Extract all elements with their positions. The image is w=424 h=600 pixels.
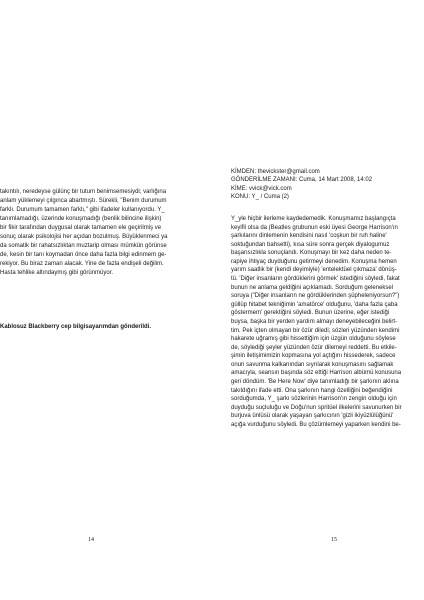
- text-line: soruya ("Diğer insanların ne gördüklerinden şüpheleniyorsun?"): [231, 293, 400, 300]
- text-line: buysa, başka bir yerden yardım almayı deneyebileceğini belirt-: [231, 318, 398, 325]
- text-line: da somatik bir rahatsızlıktan muztarip olması mümkün görünse: [0, 243, 167, 250]
- text-line: geri döndüm. 'Be Here Now' diye tanımladığı bir şarkının aklına: [231, 378, 399, 385]
- text-line: soktuğundan bahsetti), kısa süre sonra gerçek diyalogumuz: [231, 241, 390, 248]
- text-line: onun savunma kalkanından sıyrılarak konuşmasını sağlamak: [231, 361, 394, 368]
- text-line: şarkılarını dinlemenin kendisini nasıl 'coşkun bir ruh haline': [231, 233, 387, 240]
- right-page-paragraph: [231, 215, 418, 429]
- left-page-paragraph: [0, 188, 200, 278]
- email-signoff: Kablosuz Blackberry cep bilgisayarımdan gönderildi.: [0, 324, 152, 330]
- text-line: başarısızlıkla sonuçlandı. Konuşmayı bir kez daha neden te-: [231, 250, 392, 257]
- text-line: yarım saatlik bir (kendi deyimiyle) 'entelektüel çıkmaza' dönüş-: [231, 267, 397, 274]
- email-from: KİMDEN: thevickster@gmail.com: [231, 169, 320, 175]
- text-line: Y_yle hiçbir ilerleme kaydedemedik. Konuşmamız başlangıçta: [231, 216, 396, 222]
- text-line: şimin iletişimimizin kopmasına yol açtığını hissederek, sadece: [231, 353, 396, 360]
- text-line: tim. Pek içten olmayan bir özür diledi; sözleri yüzünden kendimi: [231, 327, 400, 334]
- text-line: rapiye ihtiyaç duyduğunu getirmeyi denedim. Konuşma hemen: [231, 258, 397, 265]
- text-line: bunun ne anlama geldiğini açıklamadı. Sorduğum geleneksel: [231, 284, 394, 291]
- text-line: duyduğu suçluluğu ve Doğu'nun spritüel ilkelerini savunurken bir: [231, 404, 402, 411]
- text-line: farklı. Durumum tamamen farklı," gibi ifadeler kullanıyordu. Y_: [0, 207, 165, 214]
- text-line: de, söylediği şeyler yüzünden özür dilemeyi reddetti. Bu etkile-: [231, 344, 397, 351]
- text-line: tanımlamadığı, üzerinde konuşmadığı (benlik bilincine ilişkin): [0, 216, 162, 223]
- text-line: açığa vurduğunu söyledi. Bu çözümlemeyi yaparken kendini be-: [231, 421, 401, 428]
- text-line: sonuç olarak psikolojisi her açıdan bozulmuş. Büyüklenmeci ya: [0, 234, 168, 241]
- email-subject: KONU: Y_ / Cuma (2): [231, 194, 289, 201]
- page-number: 14: [88, 537, 94, 543]
- text-line: tü. 'Diğer insanların gördüklerini görmek' istediğini söyledi, fakat: [231, 276, 400, 283]
- email-sent-time: GÖNDERİLME ZAMANI: Cuma, 14 Mart 2008, 14:02: [231, 177, 373, 184]
- text-line: göstermem' gerektiğini söyledi. Bunun üzerine, eğer istediği: [231, 310, 390, 317]
- text-line: burjuva ünlüsü olarak yaşayan şarkıcının 'gizli ikiyüzlülüğünü': [231, 413, 394, 420]
- text-line: güllüp hitabet tekniğimin 'amatörce' olduğunu, 'daha fazla çaba: [231, 301, 398, 308]
- text-line: Hasta tehlike altındaymış gibi görünmüyor.: [0, 270, 114, 277]
- text-line: anlam yüklemeyi çılgınca abartmıştı. Sürekli, "Benim durumum: [0, 198, 167, 205]
- email-header: [231, 168, 372, 202]
- text-line: amacıyla, seansın başında söz ettiği Harrison albümü konusuna: [231, 370, 402, 377]
- email-to: KİME: vvick@vick.com: [231, 185, 292, 192]
- text-line: sorduğumda, Y_ şarkı sözlerinin Harrison'ın zengin olduğu için: [231, 396, 397, 403]
- text-line: takıntılı, neredeyse gülünç bir tutum benimsemesiydi; varlığına: [0, 189, 167, 195]
- page-number: 15: [331, 537, 337, 543]
- text-line: hakarete uğramış gibi hissettiğim için üzgün olduğunu söylese: [231, 336, 396, 343]
- text-line: bir fikir tarafından duygusal olarak tamamen ele geçirilmiş ve: [0, 225, 162, 232]
- text-line: rekiyor. Bu biraz zaman alacak. Yine de fazla endişeli değilim.: [0, 261, 164, 268]
- text-line: takıldığını ifade etti. Ona şarkının hangi özelliğini beğendiğini: [231, 387, 393, 394]
- text-line: keyifli olsa da (Beatles grubunun eski üyesi George Harrison'ın: [231, 224, 398, 231]
- text-line: de, kesin bir tanı koymadan önce daha fazla bilgi edinmem ge-: [0, 252, 167, 259]
